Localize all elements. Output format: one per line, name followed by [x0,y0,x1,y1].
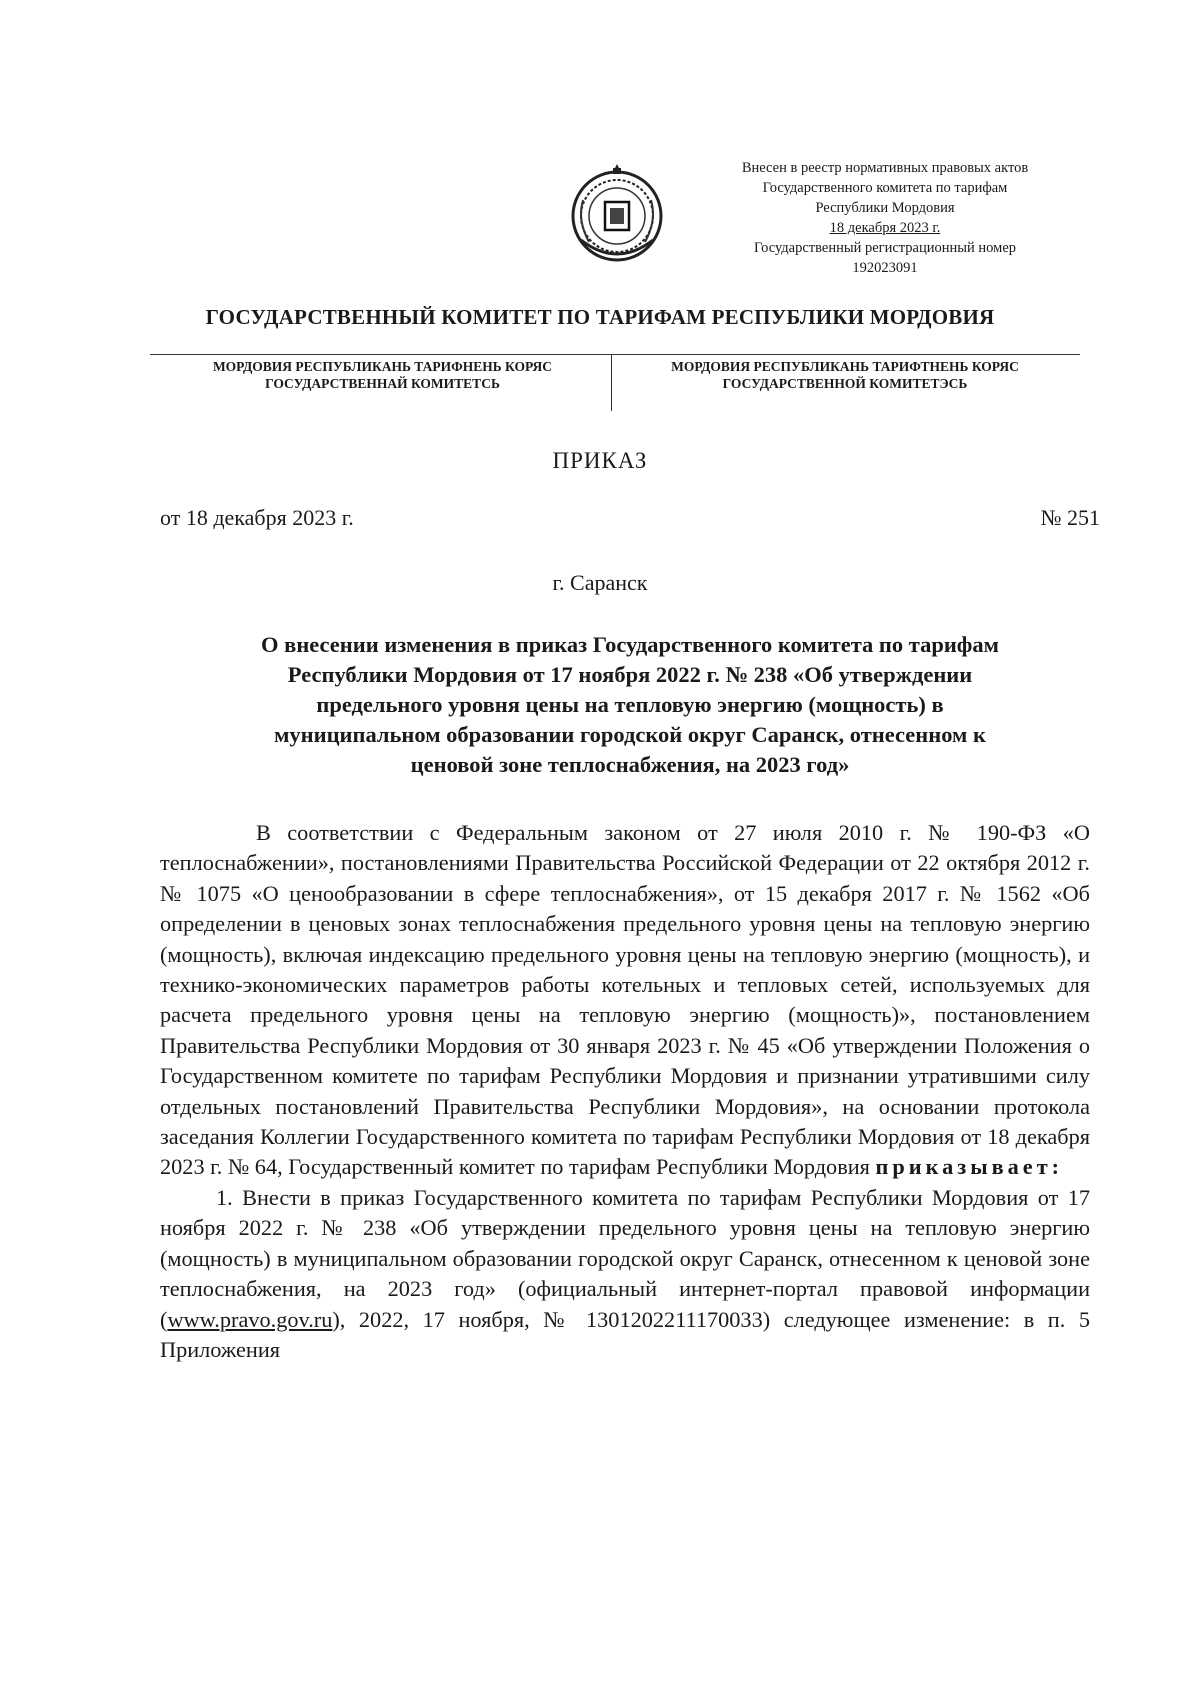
clause-1-text-end: ), 2022, 17 ноября, № 1301202211170033) следующее изменение: в п. 5 Приложения [160,1306,1090,1362]
heading-line: ценовой зоне теплоснабжения, на 2023 год» [410,752,850,777]
organization-name: ГОСУДАРСТВЕННЫЙ КОМИТЕТ ПО ТАРИФАМ РЕСПУБЛИКИ МОРДОВИЯ [205,305,995,329]
preamble-text: В соответствии с Федеральным законом от 27 июля 2010 г. № 190-ФЗ «О теплоснабжении», постановлениями Правительства Российской Федерации от 22 октября 2012 г. № 1075 «О ценообразовании в сфере теплоснабжения», от 15 декабря 2017 г. № 1562 «Об определении в ценовых зонах теплоснабжения предельного уровня цены на тепловую энергию (мощность), включая индексацию предельного уровня цены на тепловую энергию (мощность), и технико-экономических параметров работы котельных и тепловых сетей, используемых для расчета предельного уровня цены на тепловую энергию (мощность)», постановлением Правительства Республики Мордовия от 30 января 2023 г. № 45 «Об утверждении Положения о Государственном комитете по тарифам Республики Мордовия и признании утратившими силу отдельных постановлений Правительства Республики Мордовия», на основании протокола заседания Коллегии Государственного комитета по тарифам Республики Мордовия от 18 декабря 2023 г. № 64, Государственный комитет по тарифам Республики Мордовия [160,820,1090,1180]
org-name-moksha-line1: МОРДОВИЯ РЕСПУБЛИКАНЬ ТАРИФНЕНЬ КОРЯС [212,359,553,374]
clause-1-text-start: 1. Внести в приказ Государственного комитета по тарифам Республики Мордовия от 17 ноября 2022 г. № 238 «Об утверждении предельного уровня цены на тепловую энергию (мощность) в муниципальном образовании городской округ Саранск, отнесенном к ценовой зоне теплоснабжения, на 2023 год» (официальный интернет-портал правовой информации ( [160,1184,1090,1332]
order-city: г. Саранск [552,570,648,595]
heading-line: предельного уровня цены на тепловую энергию (мощность) в [316,692,944,717]
header-vertical-divider [611,355,612,411]
registry-line: Внесен в реестр нормативных правовых актов [741,160,1029,176]
pravo-portal-link[interactable]: www.pravo.gov.ru [167,1306,333,1332]
org-name-moksha-line2: ГОСУДАРСТВЕННАЙ КОМИТЕТСЬ [265,376,500,391]
order-number: № 251 [1040,505,1100,530]
heading-line: Республики Мордовия от 17 ноября 2022 г. № 238 «Об утверждении [287,662,973,687]
registry-date: 18 декабря 2023 г. [829,220,941,236]
org-name-erzya [625,358,1065,392]
header-divider [150,354,1080,355]
org-name-erzya-line2: ГОСУДАРСТВЕННОЙ КОМИТЕТЭСЬ [722,376,968,391]
order-body [160,818,1090,1365]
registry-line: Государственный регистрационный номер [753,240,1017,256]
order-date: от 18 декабря 2023 г. [160,505,354,530]
document-type-title: ПРИКАЗ [552,448,648,473]
preamble-paragraph [160,818,1090,1183]
registry-number: 192023091 [852,260,918,276]
org-name-moksha [170,358,595,392]
org-name-erzya-line1: МОРДОВИЯ РЕСПУБЛИКАНЬ ТАРИФТНЕНЬ КОРЯС [671,359,1019,374]
registry-line: Республики Мордовия [815,200,955,216]
order-heading [160,630,1100,780]
registry-stamp [700,158,1070,278]
registry-line: Государственного комитета по тарифам [762,180,1008,196]
clause-1-paragraph [160,1183,1090,1365]
heading-line: муниципальном образовании городской округ Саранск, отнесенном к [274,722,986,747]
heading-line: О внесении изменения в приказ Государственного комитета по тарифам [261,632,999,657]
order-verb: приказывает: [875,1154,1064,1180]
coat-of-arms-emblem [563,160,671,268]
